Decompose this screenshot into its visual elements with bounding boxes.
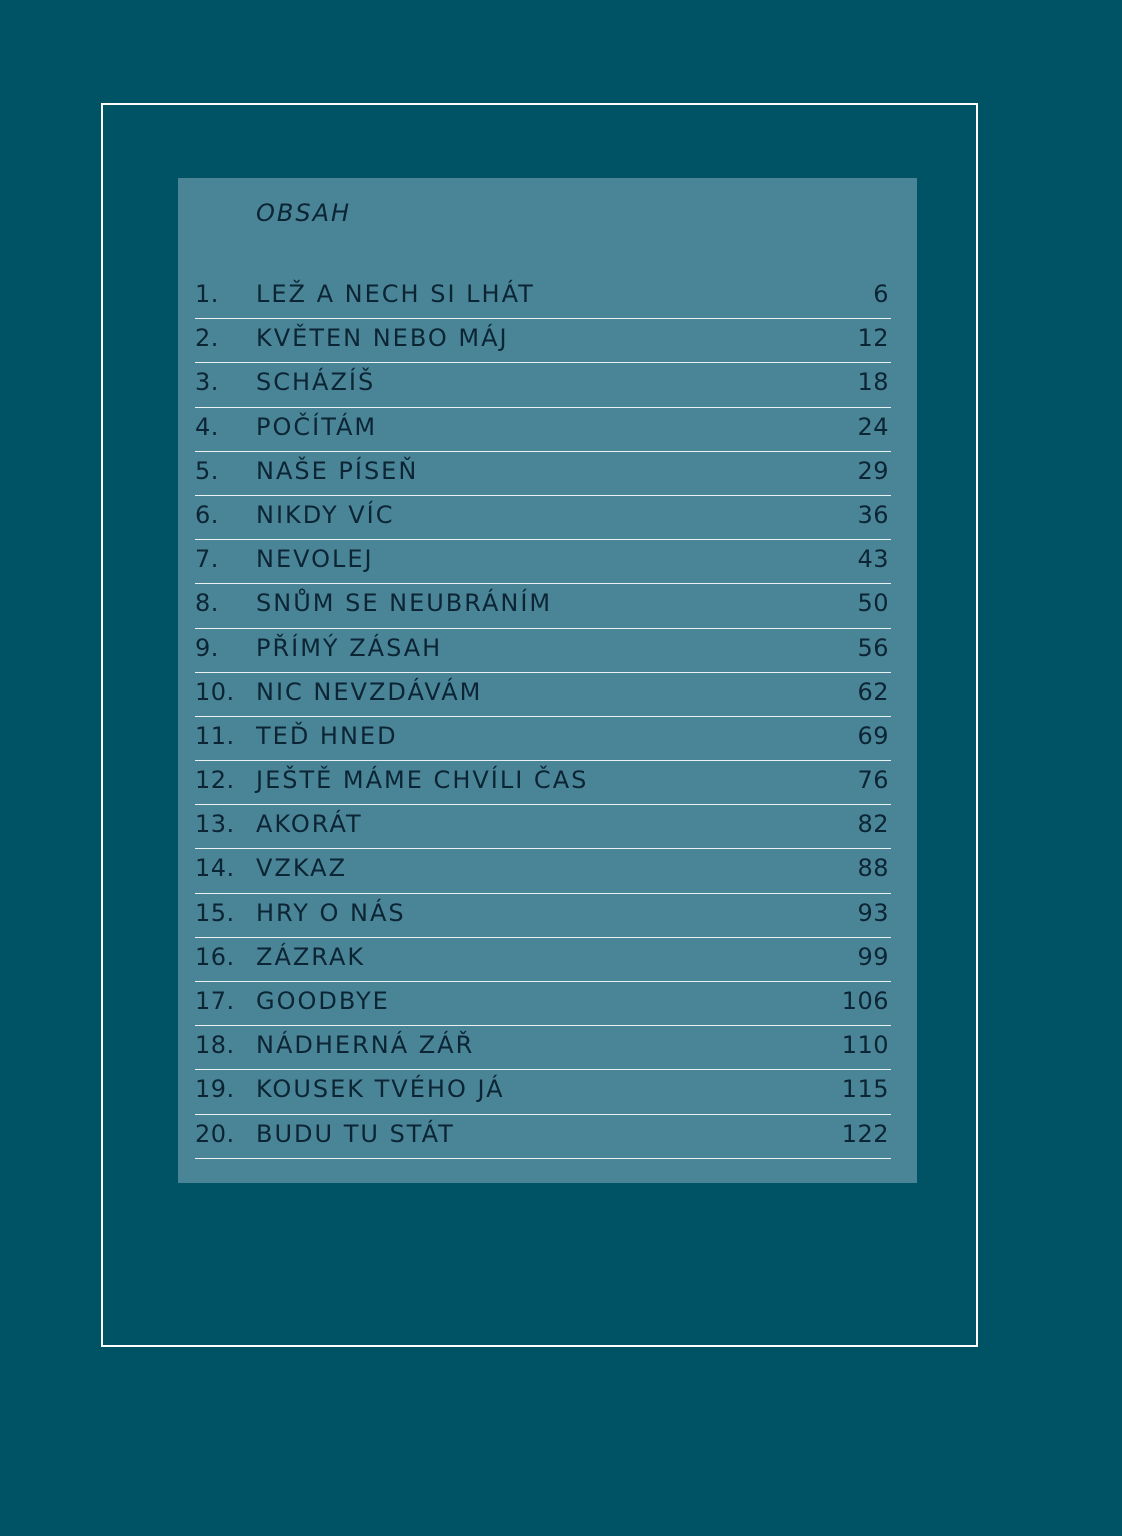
toc-entry-title: LEŽ A NECH SI LHÁT: [256, 280, 535, 308]
toc-entry-title: TEĎ HNED: [256, 721, 398, 750]
toc-entry-title: AKORÁT: [256, 810, 363, 839]
toc-entry[interactable]: [195, 1026, 891, 1070]
toc-entry[interactable]: [195, 540, 891, 584]
toc-entry-title: NEVOLEJ: [256, 545, 374, 574]
toc-title: OBSAH: [256, 199, 352, 227]
toc-entry-title: BUDU TU STÁT: [256, 1119, 455, 1148]
toc-entry[interactable]: [195, 805, 891, 849]
toc-entry-number: 8.: [195, 589, 219, 618]
toc-entry-page: 115: [841, 1075, 889, 1104]
toc-entry-title: SNŮM SE NEUBRÁNÍM: [256, 589, 553, 618]
toc-entry-number: 20.: [195, 1119, 235, 1148]
toc-entry-title: GOODBYE: [256, 987, 390, 1015]
toc-entry[interactable]: [195, 894, 891, 938]
toc-entry-number: 6.: [195, 500, 219, 529]
toc-entry-page: 76: [857, 766, 889, 795]
toc-entry-title: NIC NEVZDÁVÁM: [256, 677, 483, 706]
toc-entry-title: ZÁZRAK: [256, 942, 366, 971]
toc-entry-page: 93: [857, 898, 889, 927]
toc-entry-number: 9.: [195, 633, 219, 662]
toc-entry[interactable]: [195, 673, 891, 717]
toc-entry[interactable]: [195, 319, 891, 363]
toc-entry-number: 2.: [195, 324, 219, 353]
toc-panel: [178, 178, 917, 1183]
toc-entry-title: KVĚTEN NEBO MÁJ: [256, 324, 509, 353]
toc-entry-title: NIKDY VÍC: [256, 500, 395, 529]
toc-entry[interactable]: [195, 982, 891, 1026]
toc-entry-page: 62: [857, 677, 889, 706]
toc-entry-page: 36: [857, 500, 889, 529]
toc-entry[interactable]: [195, 275, 891, 319]
toc-entry-page: 82: [857, 810, 889, 839]
toc-entry-number: 18.: [195, 1031, 235, 1060]
toc-entry[interactable]: [195, 629, 891, 673]
toc-entry-number: 3.: [195, 368, 219, 397]
toc-entry-number: 10.: [195, 677, 235, 706]
toc-entry-number: 19.: [195, 1075, 235, 1104]
toc-entry-number: 11.: [195, 721, 235, 750]
toc-entry-page: 56: [857, 633, 889, 662]
toc-entry-page: 88: [857, 854, 889, 883]
toc-entry-page: 50: [857, 589, 889, 618]
toc-entry[interactable]: [195, 408, 891, 452]
toc-entry-page: 110: [841, 1031, 889, 1060]
toc-entry-number: 5.: [195, 456, 219, 485]
toc-entry-title: PŘÍMÝ ZÁSAH: [256, 633, 443, 662]
toc-entry-title: NAŠE PÍSEŇ: [256, 456, 419, 485]
toc-entry[interactable]: [195, 496, 891, 540]
toc-entry-page: 43: [857, 545, 889, 574]
toc-entry-number: 15.: [195, 898, 235, 927]
toc-entry-number: 4.: [195, 412, 219, 441]
toc-entry-number: 7.: [195, 545, 219, 574]
toc-entry-title: JEŠTĚ MÁME CHVÍLI ČAS: [256, 766, 589, 795]
toc-entry-page: 69: [857, 721, 889, 750]
toc-entry[interactable]: [195, 584, 891, 628]
toc-entry[interactable]: [195, 761, 891, 805]
toc-entry-number: 17.: [195, 987, 235, 1015]
toc-entry[interactable]: [195, 363, 891, 407]
toc-entry[interactable]: [195, 717, 891, 761]
toc-entry-page: 122: [841, 1119, 889, 1148]
toc-entry[interactable]: [195, 938, 891, 982]
toc-entry[interactable]: [195, 452, 891, 496]
toc-entry-title: SCHÁZÍŠ: [256, 368, 376, 397]
toc-entry-page: 12: [857, 324, 889, 353]
toc-entry-page: 29: [857, 456, 889, 485]
toc-entry-number: 1.: [195, 280, 219, 308]
toc-entry-title: POČÍTÁM: [256, 412, 378, 441]
toc-entry[interactable]: [195, 849, 891, 893]
toc-entry-number: 14.: [195, 854, 235, 883]
toc-entry-title: HRY O NÁS: [256, 898, 406, 927]
toc-entry[interactable]: [195, 1070, 891, 1114]
toc-entry-title: VZKAZ: [256, 854, 348, 883]
toc-entry-title: NÁDHERNÁ ZÁŘ: [256, 1031, 475, 1060]
toc-entry-page: 24: [857, 412, 889, 441]
toc-entry-page: 99: [857, 942, 889, 971]
toc-entry-page: 18: [857, 368, 889, 397]
toc-entry-number: 13.: [195, 810, 235, 839]
toc-entry-page: 106: [841, 987, 889, 1015]
toc-entry-title: KOUSEK TVÉHO JÁ: [256, 1075, 505, 1104]
toc-list: [195, 275, 891, 1159]
toc-entry-number: 12.: [195, 766, 235, 795]
toc-entry[interactable]: [195, 1115, 891, 1159]
toc-entry-page: 6: [873, 280, 889, 308]
toc-entry-number: 16.: [195, 942, 235, 971]
